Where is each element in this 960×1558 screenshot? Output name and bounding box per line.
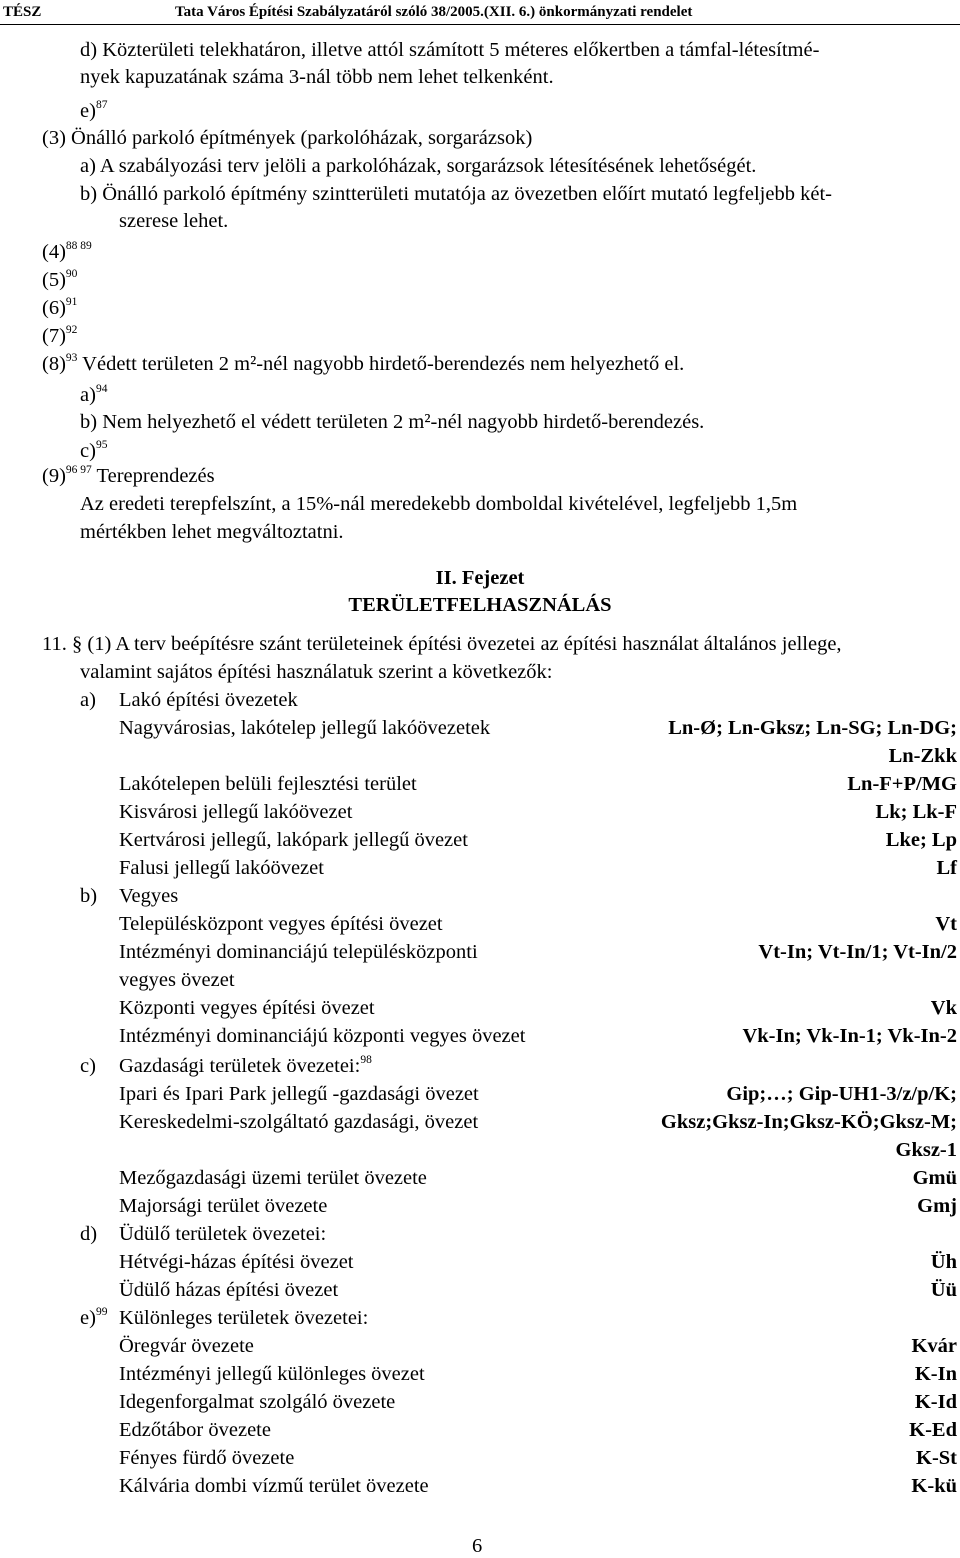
zone-item-code: Vt xyxy=(935,913,957,935)
zone-a-label: a) xyxy=(80,689,96,711)
para-e-label: e) xyxy=(80,100,96,122)
p3-a: a) A szabályozási terv jelöli a parkolóházak, sorgarázsok létesítésének lehetőségét. xyxy=(80,155,757,177)
p6 xyxy=(42,296,77,320)
zone-item-name: Üdülő házas építési övezet xyxy=(119,1279,339,1301)
zone-item-code: Üh xyxy=(930,1251,957,1273)
p9-line2: mértékben lehet megváltoztatni. xyxy=(80,521,344,543)
zone-item-name: Kisvárosi jellegű lakóövezet xyxy=(119,801,353,823)
zone-item-name: Idegenforgalmat szolgáló övezete xyxy=(119,1391,396,1413)
para-d-line2: nyek kapuzatának száma 3-nál több nem lehet telkenként. xyxy=(80,66,554,88)
p8-a xyxy=(80,383,107,407)
p9 xyxy=(42,464,215,488)
zone-c-title-text: Gazdasági területek övezetei: xyxy=(119,1055,361,1077)
zone-item-name: Majorsági terület övezete xyxy=(119,1195,328,1217)
zone-item-name: Hétvégi-házas építési övezet xyxy=(119,1251,354,1273)
zone-item-name: Intézményi dominanciájú településközponti xyxy=(119,941,478,963)
zone-item-name: Fényes fürdő övezete xyxy=(119,1447,295,1469)
s11-line2: valamint sajátos építési használatuk szerint a következők: xyxy=(80,661,553,683)
zone-item-name: Központi vegyes építési övezet xyxy=(119,997,375,1019)
zone-item-code-cont: Gksz-1 xyxy=(895,1139,957,1161)
zone-item-name: Intézményi dominanciájú központi vegyes övezet xyxy=(119,1025,526,1047)
zone-b-label: b) xyxy=(80,885,98,907)
p8-label: (8) xyxy=(42,353,66,375)
header-rule xyxy=(0,24,960,25)
p8-c-label: c) xyxy=(80,440,96,462)
p4-label: (4) xyxy=(42,241,66,263)
zone-item-code: Lk; Lk-F xyxy=(875,801,957,823)
zone-a-title: Lakó építési övezetek xyxy=(119,689,298,711)
p8-b: b) Nem helyezhető el védett területen 2 m²-nél nagyobb hirdető-berendezés. xyxy=(80,411,705,433)
zone-item-code: K-Ed xyxy=(909,1419,957,1441)
zone-item-code: K-St xyxy=(916,1447,957,1469)
p7-label: (7) xyxy=(42,325,66,347)
zone-c-title xyxy=(119,1054,372,1078)
zone-item-name: Lakótelepen belüli fejlesztési terület xyxy=(119,773,417,795)
zone-e-title: Különleges területek övezetei: xyxy=(119,1307,369,1329)
running-header xyxy=(0,0,960,30)
zone-item-name: Ipari és Ipari Park jellegű -gazdasági övezet xyxy=(119,1083,479,1105)
zone-item-code-cont: Ln-Zkk xyxy=(888,745,957,767)
footnote-ref: 94 xyxy=(95,383,108,395)
zone-item-name-cont: vegyes övezet xyxy=(119,969,235,991)
p8-a-label: a) xyxy=(80,384,96,406)
footnote-ref: 88 89 xyxy=(65,240,92,252)
zone-item-name: Öregvár övezete xyxy=(119,1335,254,1357)
zone-item-name: Nagyvárosias, lakótelep jellegű lakóövezetek xyxy=(119,717,491,739)
zone-item-code: Vk xyxy=(930,997,957,1019)
zone-item-name: Kertvárosi jellegű, lakópark jellegű övezet xyxy=(119,829,468,851)
zone-item-name: Településközpont vegyes építési övezet xyxy=(119,913,443,935)
p9-title: Tereprendezés xyxy=(91,465,215,487)
zone-b-title: Vegyes xyxy=(119,885,179,907)
zone-e-label xyxy=(80,1306,107,1330)
zone-item-code: Kvár xyxy=(911,1335,957,1357)
zone-item-name: Falusi jellegű lakóövezet xyxy=(119,857,324,879)
footnote-ref: 91 xyxy=(65,296,78,308)
footnote-ref: 98 xyxy=(360,1054,372,1066)
p8-c xyxy=(80,439,107,463)
zone-item-code: Vk-In; Vk-In-1; Vk-In-2 xyxy=(742,1025,957,1047)
chapter-number: II. Fejezet xyxy=(435,567,525,589)
footnote-ref: 87 xyxy=(95,99,108,111)
p3-heading: (3) Önálló parkoló építmények (parkolóházak, sorgarázsok) xyxy=(42,127,533,149)
p6-label: (6) xyxy=(42,297,66,319)
para-e xyxy=(80,99,107,123)
footnote-ref: 96 97 xyxy=(65,464,92,476)
zone-d-label: d) xyxy=(80,1223,98,1245)
zone-item-code: Vt-In; Vt-In/1; Vt-In/2 xyxy=(758,941,957,963)
zone-item-name: Kálvária dombi vízmű terület övezete xyxy=(119,1475,429,1497)
p8 xyxy=(42,352,684,376)
s11-line1: 11. § (1) A terv beépítésre szánt területeinek építési övezetei az építési használat általános jellege, xyxy=(42,633,842,655)
zone-item-code: Gmü xyxy=(912,1167,957,1189)
footnote-ref: 92 xyxy=(65,324,78,336)
p5-label: (5) xyxy=(42,269,66,291)
header-title: Tata Város Építési Szabályzatáról szóló 38/2005.(XII. 6.) önkormányzati rendelet xyxy=(175,4,693,20)
p3-b-line1: b) Önálló parkoló építmény szintterületi mutatója az övezetben előírt mutató legfeljebb két- xyxy=(80,183,832,205)
p8-text: Védett területen 2 m²-nél nagyobb hirdető-berendezés nem helyezhető el. xyxy=(77,353,685,375)
zone-d-title: Üdülő területek övezetei: xyxy=(119,1223,327,1245)
header-left: TÉSZ xyxy=(3,4,42,20)
zone-item-name: Intézményi jellegű különleges övezet xyxy=(119,1363,425,1385)
para-d-line1: d) Közterületi telekhatáron, illetve attól számított 5 méteres előkertben a támfal-létesítmé- xyxy=(80,39,820,61)
zone-item-name: Mezőgazdasági üzemi terület övezete xyxy=(119,1167,427,1189)
footnote-ref: 90 xyxy=(65,268,78,280)
zone-item-code: K-In xyxy=(914,1363,957,1385)
zone-e-label-text: e) xyxy=(80,1307,96,1329)
zone-item-code: Gmj xyxy=(917,1195,957,1217)
page-number: 6 xyxy=(472,1535,483,1557)
zone-item-code: Ln-F+P/MG xyxy=(847,773,957,795)
p5 xyxy=(42,268,77,292)
zone-item-code: K-kü xyxy=(911,1475,957,1497)
p7 xyxy=(42,324,77,348)
footnote-ref: 95 xyxy=(95,439,108,451)
zone-item-code: Ln-Ø; Ln-Gksz; Ln-SG; Ln-DG; xyxy=(668,717,957,739)
zone-c-label: c) xyxy=(80,1055,96,1077)
zone-item-code: Gip;…; Gip-UH1-3/z/p/K; xyxy=(726,1083,957,1105)
chapter-title: TERÜLETFELHASZNÁLÁS xyxy=(348,594,612,616)
zone-item-name: Edzőtábor övezete xyxy=(119,1419,271,1441)
footnote-ref: 93 xyxy=(65,352,78,364)
footnote-ref: 99 xyxy=(95,1306,108,1318)
p4 xyxy=(42,240,92,264)
p9-line1: Az eredeti terepfelszínt, a 15%-nál meredekebb domboldal kivételével, legfeljebb 1,5m xyxy=(80,493,798,515)
zone-item-code: Üü xyxy=(930,1279,957,1301)
zone-item-code: Lke; Lp xyxy=(885,829,957,851)
zone-item-name: Kereskedelmi-szolgáltató gazdasági, övezet xyxy=(119,1111,479,1133)
zone-item-code: K-Id xyxy=(914,1391,957,1413)
p3-b-line2: szerese lehet. xyxy=(119,210,229,232)
zone-item-code: Gksz;Gksz-In;Gksz-KÖ;Gksz-M; xyxy=(660,1111,957,1133)
p9-label: (9) xyxy=(42,465,66,487)
zone-item-code: Lf xyxy=(936,857,957,879)
